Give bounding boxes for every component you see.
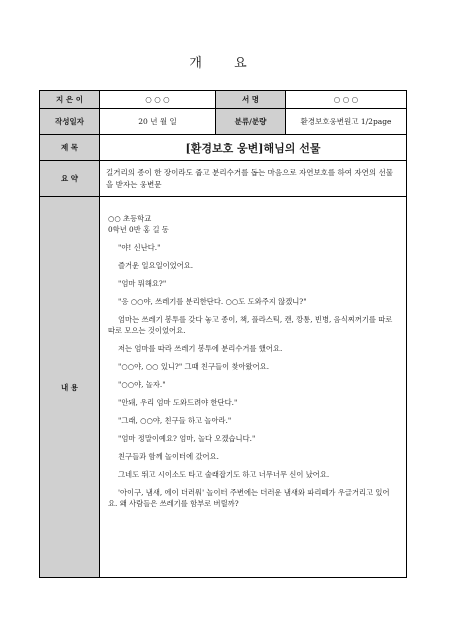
paragraph: 친구들과 함께 놀이터에 갔어요. (118, 452, 219, 461)
content-body (100, 197, 406, 577)
school-line: ○○ 초등학교 (108, 214, 152, 223)
title-row (40, 135, 406, 161)
paragraph: "안돼, 우리 엄마 도와드려야 한단다." (118, 398, 238, 407)
document-form (39, 90, 407, 578)
paragraph: '아이구, 냄새, 에이 더러워' 놀이터 주변에는 더러운 냄새와 파리떼가 우글거리고 있어요. 왜 사람들은 쓰레기를 함부로 버릴까? (108, 488, 390, 508)
content-label: 내 용 (40, 197, 100, 577)
signature-label: 서 명 (216, 91, 286, 108)
paragraph: 저는 엄마를 따라 쓰레기 봉투에 분리수거를 했어요. (118, 344, 283, 353)
paragraph: 그네도 뛰고 시이소도 타고 술래잡기도 하고 너무너무 신이 났어요. (118, 470, 330, 479)
paragraph: "그래, ○○야, 친구들 하고 놀아라." (118, 416, 232, 425)
summary-row (40, 161, 406, 197)
title-label: 제 목 (40, 135, 100, 160)
category-value: 환경보호웅변원고 1/2page (300, 117, 392, 126)
paragraph: "엄마 뭐해요?" (118, 279, 167, 288)
paragraph: "○○야, ○○ 있니?" 그때 친구들이 찾아왔어요. (118, 362, 270, 371)
date-row (40, 109, 406, 135)
paragraph: 즐거운 일요일이었어요. (118, 261, 194, 270)
paragraph: 엄마는 쓰레기 봉투를 갖다 놓고 종이, 책, 플라스틱, 캔, 깡통, 빈병, 음식찌꺼기를 따로따로 모으는 것이었어요. (108, 315, 393, 335)
paragraph: "응 ○○야, 쓰레기를 분리한단다. ○○도 도와주지 않겠니?" (118, 297, 307, 306)
date-value: 20 년 월 일 (100, 109, 216, 134)
author-label: 지 은 이 (40, 91, 100, 108)
summary-label: 요 약 (40, 161, 100, 196)
student-line: 0학년 0반 홍 길 동 (108, 225, 169, 234)
author-row (40, 91, 406, 109)
date-label: 작성일자 (40, 109, 100, 134)
signature-value: ○ ○ ○ (333, 95, 359, 104)
author-value: ○ ○ ○ (100, 91, 216, 108)
paragraph: "엄마 정말이예요? 엄마, 놀다 오겠습니다." (118, 434, 256, 443)
paragraph: "야! 신난다." (118, 243, 161, 252)
summary-text: 길거리의 종이 한 장이라도 줍고 분리수거를 돕는 마음으로 자연보호를 하여 자연의 선물을 받자는 웅변문 (106, 167, 394, 189)
category-label: 분류/분량 (216, 109, 286, 134)
page-title: 개 요 (189, 56, 261, 71)
paragraph: "○○야, 놀자." (118, 380, 166, 389)
document-title: [환경보호 웅변]해님의 선물 (185, 141, 321, 155)
